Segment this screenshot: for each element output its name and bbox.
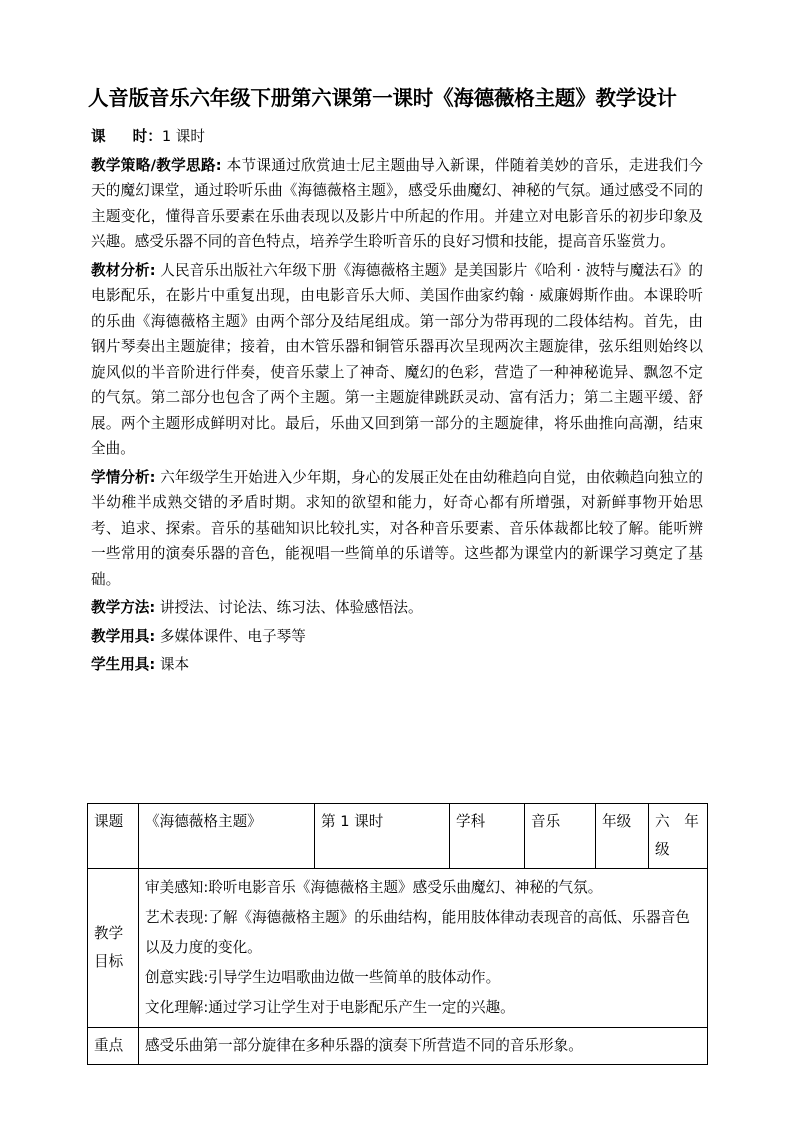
material-label: 教材分析: <box>91 261 156 279</box>
strategy-label: 教学策略/教学思路: <box>91 156 222 174</box>
material-text: 人民音乐出版社六年级下册《海德薇格主题》是美国影片《哈利 · 波特与魔法石》的电影配乐，在影片中重复出现，由电影音乐大师、美国作曲家约翰 · 威廉姆斯作曲。本课聆听的乐曲《海德薇格主题》由两个部分及结尾组成。第一部分为带再现的二段体结构。首先，由钢片琴奏出主题旋律；接着，由木管乐器和铜管乐器再次呈现两次主题旋律，弦乐组则始终以旋风似的半音阶进行伴奏，使音乐蒙上了神奇、魔幻的色彩，营造了一种神秘诡异、飘忽不定的气氛。第二部分也包含了两个主题。第一主题旋律跳跃灵动、富有活力；第二主题平缓、舒展。两个主题形成鲜明对比。最后，乐曲又回到第一部分的主题旋律，将乐曲推向高潮，结束全曲。 <box>91 261 703 457</box>
learner-text: 六年级学生开始进入少年期，身心的发展正处在由幼稚趋向自觉，由依赖趋向独立的半幼稚半成熟交错的矛盾时期。求知的欲望和能力，好奇心都有所增强，对新鲜事物开始思考、追求、探索。音乐的基础知识比较扎实，对各种音乐要素、音乐体裁都比较了解。能听辨一些常用的演奏乐器的音色，能视唱一些简单的乐谱等。这些都为课堂内的新课学习奠定了基础。 <box>91 468 703 588</box>
goals-label-cell: 教学目标 <box>88 869 139 1028</box>
lesson-number-cell: 第 1 课时 <box>315 804 450 869</box>
student-tools-text: 课本 <box>155 656 190 673</box>
subject-label-cell: 学科 <box>450 804 525 869</box>
goal-item: 创意实践:引导学生边唱歌曲边做一些简单的肢体动作。 <box>145 969 501 986</box>
subject-value-cell: 音乐 <box>525 804 596 869</box>
document-title: 人音版音乐六年级下册第六课第一课时《海德薇格主题》教学设计 <box>88 86 677 110</box>
document-body <box>91 124 703 681</box>
table-row <box>88 869 708 1028</box>
tools-label: 教学用具: <box>91 627 156 645</box>
goals-content-cell <box>139 869 708 1028</box>
topic-label-cell: 课题 <box>88 804 139 869</box>
student-tools-paragraph <box>91 652 703 678</box>
period-line <box>91 124 703 150</box>
lesson-info-table <box>87 803 708 1065</box>
period-value: 1 课时 <box>161 128 205 145</box>
grade-label-cell: 年级 <box>596 804 649 869</box>
period-label-a: 课 <box>91 128 133 145</box>
strategy-text: 本节课通过欣赏迪士尼主题曲导入新课，伴随着美妙的音乐，走进我们今天的魔幻课堂，通过聆听乐曲《海德薇格主题》，感受乐曲魔幻、神秘的气氛。通过感受不同的主题变化，懂得音乐要素在乐曲表现以及影片中所起的作用。并建立对电影音乐的初步印象及兴趣。感受乐器不同的音色特点，培养学生聆听音乐的良好习惯和技能，提高音乐鉴赏力。 <box>91 156 703 250</box>
strategy-paragraph <box>91 153 703 255</box>
learner-label: 学情分析: <box>91 468 156 486</box>
learner-paragraph <box>91 465 703 593</box>
key-content-cell: 感受乐曲第一部分旋律在多种乐器的演奏下所营造不同的音乐形象。 <box>139 1028 708 1065</box>
method-paragraph <box>91 595 703 621</box>
goal-item: 文化理解:通过学习让学生对于电影配乐产生一定的兴趣。 <box>145 999 515 1016</box>
goal-item: 艺术表现:了解《海德薇格主题》的乐曲结构，能用肢体律动表现音的高低、乐器音色以及力度的变化。 <box>145 909 690 956</box>
tools-text: 多媒体课件、电子琴等 <box>155 627 306 645</box>
grade-value-cell: 六 年级 <box>649 804 708 869</box>
key-label-cell: 重点 <box>88 1028 139 1065</box>
table-row <box>88 804 708 869</box>
topic-value-cell: 《海德薇格主题》 <box>139 804 315 869</box>
tools-paragraph <box>91 624 703 650</box>
period-label-b: 时： <box>132 128 162 145</box>
student-tools-label: 学生用具: <box>91 656 156 673</box>
table-row <box>88 1028 708 1065</box>
goal-item: 审美感知:聆听电影音乐《海德薇格主题》感受乐曲魔幻、神秘的气氛。 <box>145 879 603 896</box>
method-text: 讲授法、讨论法、练习法、体验感悟法。 <box>155 599 423 616</box>
material-paragraph <box>91 258 703 462</box>
method-label: 教学方法: <box>91 599 156 616</box>
